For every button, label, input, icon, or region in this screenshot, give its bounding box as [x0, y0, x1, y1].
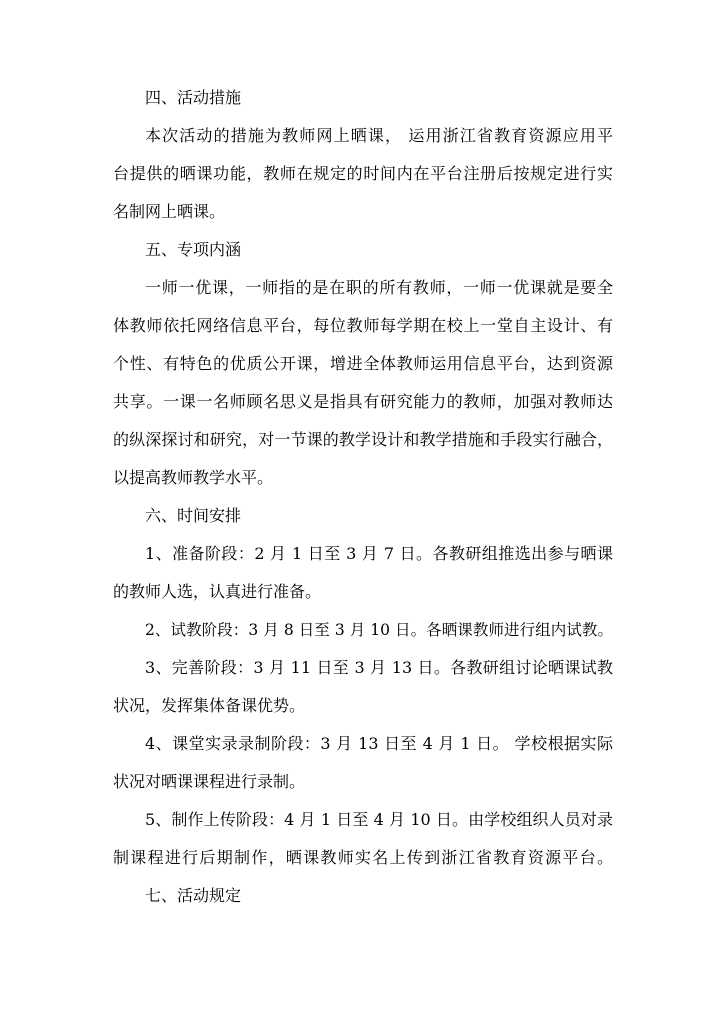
text-line: 状况对晒课课程进行录制。 — [113, 772, 306, 791]
text-line: 4、课堂实录录制阶段：3 月 13 日至 4 月 1 日。 学校根据实际 — [145, 734, 613, 753]
text-line: 一师一优课，一师指的是在职的所有教师，一师一优课就是要全 — [145, 278, 613, 297]
text-line: 个性、有特色的优质公开课，增进全体教师运用信息平台，达到资源 — [113, 354, 613, 373]
text-line: 共享。一课一名师顾名思义是指具有研究能力的教师，加强对教师达 — [113, 392, 613, 411]
text-line: 制课程进行后期制作，晒课教师实名上传到浙江省教育资源平台。 — [113, 848, 613, 867]
text-line: 本次活动的措施为教师网上晒课， 运用浙江省教育资源应用平 — [145, 126, 613, 145]
paragraph-stage-3 — [113, 658, 613, 716]
paragraph — [113, 126, 613, 222]
text-line: 的教师人选，认真进行准备。 — [113, 582, 322, 601]
text-line: 体教师依托网络信息平台，每位教师每学期在校上一堂自主设计、有 — [113, 316, 613, 335]
text-line: 5、制作上传阶段：4 月 1 日至 4 月 10 日。由学校组织人员对录 — [145, 810, 613, 829]
paragraph-stage-2 — [113, 620, 613, 640]
text-line: 名制网上晒课。 — [113, 202, 226, 221]
document-body — [113, 88, 613, 924]
paragraph-stage-1 — [113, 544, 613, 602]
paragraph-stage-5 — [113, 810, 613, 868]
text-line: 3、完善阶段：3 月 11 日至 3 月 13 日。各教研组讨论晒课试教 — [145, 658, 613, 677]
section-heading-special-connotation: 五、专项内涵 — [145, 240, 242, 259]
section-heading-schedule: 六、时间安排 — [145, 506, 242, 525]
text-line: 台提供的晒课功能，教师在规定的时间内在平台注册后按规定进行实 — [113, 164, 613, 183]
text-line: 以提高教师教学水平。 — [113, 468, 274, 487]
section-heading-activity-rules: 七、活动规定 — [145, 886, 242, 905]
paragraph-stage-4 — [113, 734, 613, 792]
text-line: 状况，发挥集体备课优势。 — [113, 696, 306, 715]
text-line: 的纵深探讨和研究，对一节课的教学设计和教学措施和手段实行融合， — [113, 430, 613, 449]
text-line: 1、准备阶段：2 月 1 日至 3 月 7 日。各教研组推选出参与晒课 — [145, 544, 613, 563]
paragraph — [113, 278, 613, 488]
text-line: 2、试教阶段：3 月 8 日至 3 月 10 日。各晒课教师进行组内试教。 — [145, 621, 613, 639]
section-heading-activity-measures: 四、活动措施 — [145, 88, 242, 107]
